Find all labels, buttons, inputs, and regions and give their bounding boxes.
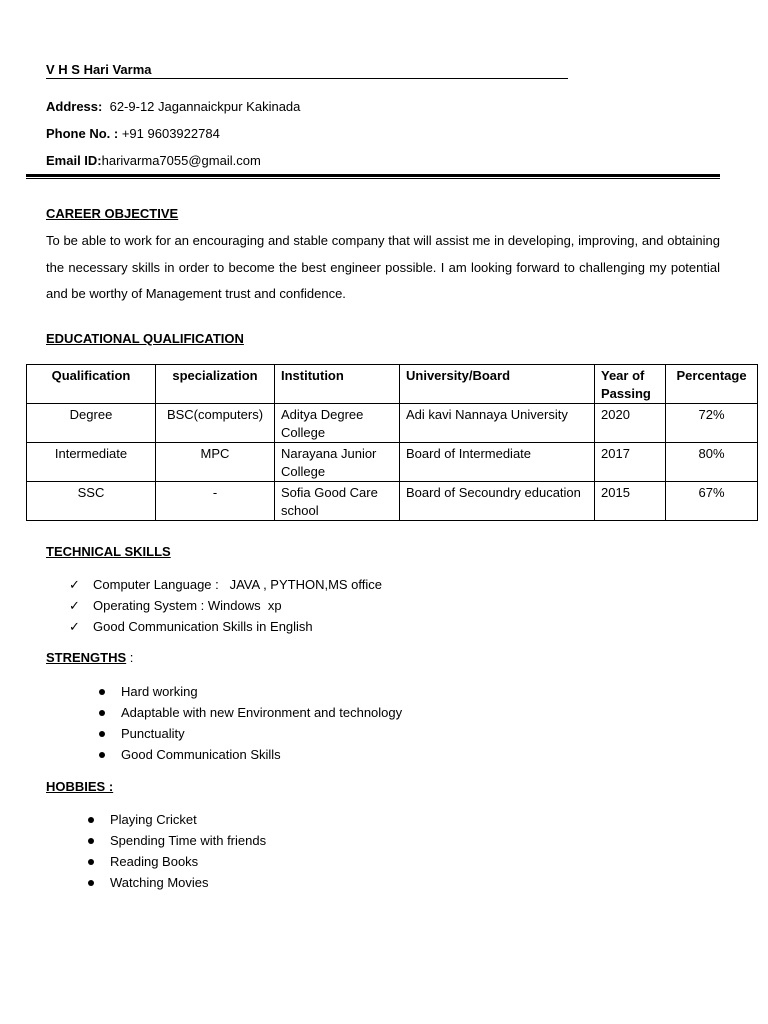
education-table <box>26 364 758 521</box>
table-row <box>27 443 758 482</box>
list-item-text: Playing Cricket <box>110 812 197 827</box>
list-item <box>121 681 402 702</box>
checkmark-icon: ✓ <box>69 577 80 592</box>
phone-label: Phone No. : <box>46 126 119 141</box>
table-cell: MPC <box>156 443 275 482</box>
table-cell: 2020 <box>595 404 666 443</box>
table-cell: Narayana Junior College <box>275 443 400 482</box>
email-label: Email ID: <box>46 153 102 168</box>
list-item <box>110 830 266 851</box>
column-header: Year of Passing <box>595 365 666 404</box>
bullet-icon <box>88 817 94 823</box>
candidate-name: V H S Hari Varma <box>46 62 568 79</box>
strengths-heading: STRENGTHS <box>46 650 127 665</box>
hobbies-heading: HOBBIES : <box>46 779 114 794</box>
list-item-text: Good Communication Skills in English <box>93 619 313 634</box>
list-item <box>121 744 402 765</box>
table-cell: Aditya Degree College <box>275 404 400 443</box>
table-header-row <box>27 365 758 404</box>
table-cell: 67% <box>666 482 758 521</box>
table-cell: 2015 <box>595 482 666 521</box>
bullet-icon <box>88 880 94 886</box>
table-cell: SSC <box>27 482 156 521</box>
header-divider-thin <box>26 178 720 179</box>
list-item-text: Hard working <box>121 684 198 699</box>
technical-skills-heading: TECHNICAL SKILLS <box>46 544 171 559</box>
list-item <box>110 872 266 893</box>
list-item <box>110 809 266 830</box>
table-row <box>27 482 758 521</box>
technical-skills-list <box>69 574 383 637</box>
career-objective-text: To be able to work for an encouraging and stable company that will assist me in developing, improving, and obtaining the necessary skills in order to become the best engineer possible. I am looking forward to challenging my potential and be worthy of Management trust and confidence. <box>46 233 720 301</box>
address-label: Address: <box>46 99 103 114</box>
table-cell: 2017 <box>595 443 666 482</box>
list-item <box>69 616 382 637</box>
table-cell: Degree <box>27 404 156 443</box>
address-line <box>46 99 300 115</box>
strengths-list <box>121 681 402 765</box>
list-item <box>110 851 266 872</box>
table-cell: BSC(computers) <box>156 404 275 443</box>
column-header: Institution <box>275 365 400 404</box>
table-cell: Adi kavi Nannaya University <box>400 404 595 443</box>
column-header: Qualification <box>27 365 156 404</box>
column-header: Percentage <box>666 365 758 404</box>
list-item <box>121 723 402 744</box>
list-item-text: Computer Language : JAVA , PYTHON,MS office <box>93 577 383 592</box>
table-cell: Board of Intermediate <box>400 443 595 482</box>
checkmark-icon: ✓ <box>69 598 80 613</box>
list-item <box>69 595 382 616</box>
strengths-heading-suffix: : <box>126 650 134 665</box>
checkmark-icon: ✓ <box>69 619 80 634</box>
email-line <box>46 153 261 169</box>
list-item <box>121 702 402 723</box>
column-header: specialization <box>156 365 275 404</box>
list-item-text: Adaptable with new Environment and technology <box>121 705 403 720</box>
strengths-heading-line <box>46 650 133 666</box>
table-cell: 72% <box>666 404 758 443</box>
list-item-text: Punctuality <box>121 726 185 741</box>
bullet-icon <box>88 838 94 844</box>
header-divider <box>26 174 720 177</box>
bullet-icon <box>99 689 105 695</box>
hobbies-list <box>110 809 266 893</box>
list-item-text: Good Communication Skills <box>121 747 281 762</box>
column-header: University/Board <box>400 365 595 404</box>
bullet-icon <box>99 710 105 716</box>
table-cell: - <box>156 482 275 521</box>
list-item-text: Spending Time with friends <box>110 833 267 848</box>
table-cell: Intermediate <box>27 443 156 482</box>
bullet-icon <box>99 731 105 737</box>
bullet-icon <box>99 752 105 758</box>
phone-value: +91 9603922784 <box>121 126 220 141</box>
list-item <box>69 574 383 595</box>
list-item-text: Operating System : Windows xp <box>93 598 282 613</box>
table-cell: Board of Secoundry education <box>400 482 595 521</box>
address-value: 62-9-12 Jagannaickpur Kakinada <box>109 99 301 114</box>
table-cell: 80% <box>666 443 758 482</box>
table-row <box>27 404 758 443</box>
list-item-text: Reading Books <box>110 854 199 869</box>
list-item-text: Watching Movies <box>110 875 209 890</box>
bullet-icon <box>88 859 94 865</box>
table-cell: Sofia Good Care school <box>275 482 400 521</box>
career-objective-heading: CAREER OBJECTIVE <box>46 206 179 221</box>
education-heading: EDUCATIONAL QUALIFICATION <box>46 331 244 346</box>
phone-line <box>46 126 220 142</box>
email-value: harivarma7055@gmail.com <box>101 153 261 168</box>
